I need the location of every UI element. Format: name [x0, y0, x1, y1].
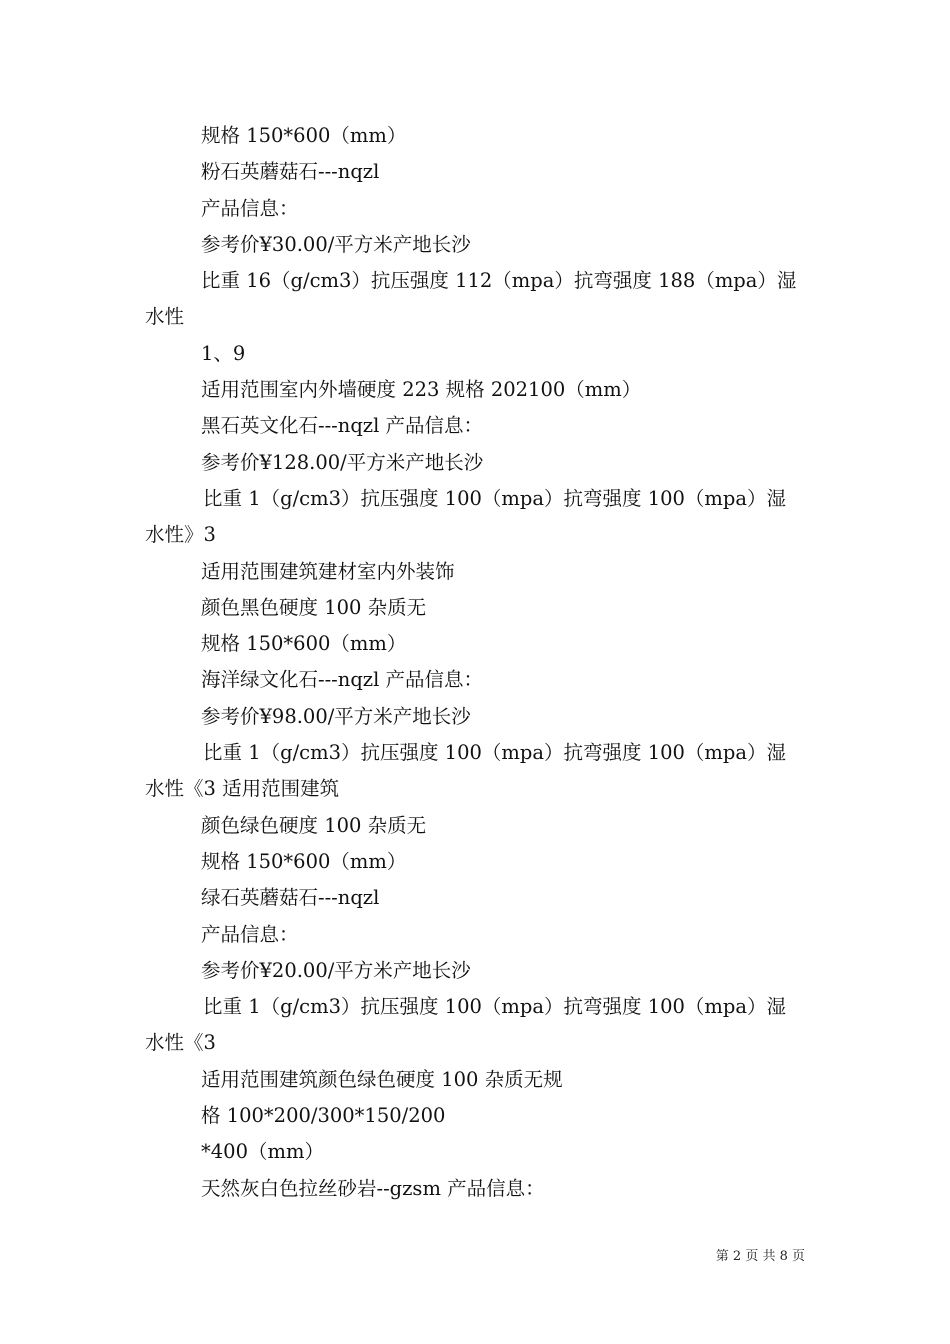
text-line: 1、9 [201, 341, 246, 365]
text-line: 水性 [145, 305, 185, 329]
text-line: 比重 16（g/cm3）抗压强度 112（mpa）抗弯强度 188（mpa）湿 [201, 269, 797, 293]
text-line: 水性《3 [145, 1031, 216, 1055]
text-line: *400（mm） [201, 1140, 324, 1164]
page-footer: 第 2 页 共 8 页 [715, 1249, 805, 1264]
text-line: 参考价¥20.00/平方米产地长沙 [201, 958, 471, 982]
text-line: 天然灰白色拉丝砂岩--gzsm 产品信息： [201, 1176, 545, 1200]
text-line: 海洋绿文化石---nqzl 产品信息： [201, 668, 484, 692]
text-line: 比重 1（g/cm3）抗压强度 100（mpa）抗弯强度 100（mpa）湿 [203, 995, 787, 1019]
text-line: 格 100*200/300*150/200 [201, 1104, 446, 1128]
text-line: 产品信息： [201, 922, 299, 946]
text-line: 比重 1（g/cm3）抗压强度 100（mpa）抗弯强度 100（mpa）湿 [203, 741, 787, 765]
text-line: 规格 150*600（mm） [201, 632, 407, 656]
text-line: 参考价¥128.00/平方米产地长沙 [201, 450, 484, 474]
text-line: 比重 1（g/cm3）抗压强度 100（mpa）抗弯强度 100（mpa）湿 [203, 486, 787, 510]
text-line: 规格 150*600（mm） [201, 124, 407, 147]
text-line: 绿石英蘑菇石---nqzl [201, 886, 380, 910]
text-line: 水性《3 适用范围建筑 [145, 777, 340, 801]
text-line: 水性》3 [145, 523, 216, 547]
text-line: 粉石英蘑菇石---nqzl [201, 160, 380, 184]
text-line: 颜色绿色硬度 100 杂质无 [201, 813, 427, 837]
text-line: 适用范围建筑颜色绿色硬度 100 杂质无规 [201, 1067, 563, 1091]
text-line: 产品信息： [201, 196, 299, 220]
text-line: 颜色黑色硬度 100 杂质无 [201, 595, 427, 619]
text-line: 适用范围建筑建材室内外装饰 [201, 559, 455, 583]
text-line: 参考价¥30.00/平方米产地长沙 [201, 232, 471, 256]
text-line: 黑石英文化石---nqzl 产品信息： [201, 414, 484, 438]
text-line: 适用范围室内外墙硬度 223 规格 202100（mm） [201, 378, 642, 402]
document-body [145, 118, 810, 1207]
text-line: 参考价¥98.00/平方米产地长沙 [201, 704, 471, 728]
text-line: 规格 150*600（mm） [201, 849, 407, 873]
